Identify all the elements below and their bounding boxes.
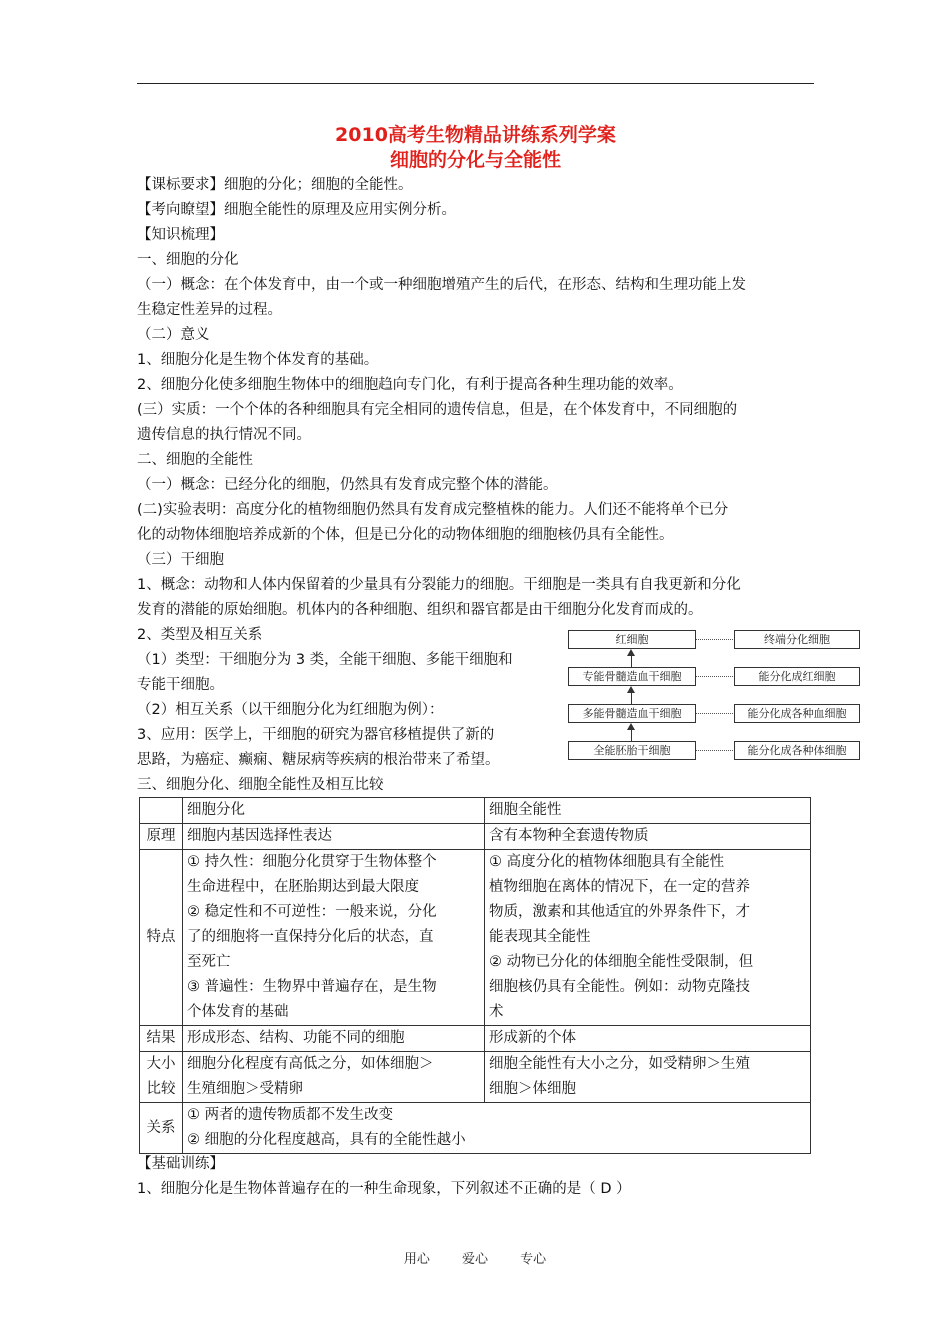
comparison-table <box>139 797 811 1154</box>
cell-text: 术 <box>489 1004 504 1020</box>
text-line: (二)实验表明：高度分化的植物细胞仍然具有发育成完整植株的能力。人们还不能将单个已分 <box>137 502 729 518</box>
section-heading: 二、细胞的全能性 <box>137 452 253 468</box>
text-line: 2、类型及相互关系 <box>137 627 263 643</box>
text-line: 专能干细胞。 <box>137 677 224 693</box>
cell-text: 能表现其全能性 <box>489 929 591 945</box>
cell-text: 植物细胞在离体的情况下，在一定的营养 <box>489 879 750 895</box>
cell-text: ② 动物已分化的体细胞全能性受限制，但 <box>489 954 754 970</box>
table-row <box>140 1052 811 1103</box>
cell-text: ① 两者的遗传物质都不发生改变 <box>187 1107 394 1123</box>
diagram-dotted-connector <box>696 750 733 751</box>
text-line: （一）概念：在个体发育中，由一个或一种细胞增殖产生的后代，在形态、结构和生理功能上发 <box>137 277 746 293</box>
diagram-dotted-connector <box>696 713 733 714</box>
cell-text: 生命进程中，在胚胎期达到最大限度 <box>187 879 419 895</box>
table-row <box>140 850 811 1026</box>
diagram-node-multipotent: 多能骨髓造血干细胞 <box>568 704 696 723</box>
table-row <box>140 824 811 850</box>
diagram-note-terminal: 终端分化细胞 <box>734 630 860 649</box>
cell-text: 了的细胞将一直保持分化后的状态，直 <box>187 929 434 945</box>
text-line: 1、概念：动物和人体内保留着的少量具有分裂能力的细胞。干细胞是一类具有自我更新和分化 <box>137 577 741 593</box>
row-label: 原理 <box>140 824 183 850</box>
section-heading: 三、细胞分化、细胞全能性及相互比较 <box>137 777 384 793</box>
table-cell <box>183 1052 485 1103</box>
table-cell <box>485 1052 811 1103</box>
text-line: 【考向瞭望】细胞全能性的原理及应用实例分析。 <box>137 202 456 218</box>
text-line: 发育的潜能的原始细胞。机体内的各种细胞、组织和器官都是由干细胞分化发育而成的。 <box>137 602 703 618</box>
text-line: （一）概念：已经分化的细胞，仍然具有发育成完整个体的潜能。 <box>137 477 558 493</box>
page-footer <box>0 1248 950 1267</box>
table-cell <box>485 850 811 1026</box>
cell-text: ① 持久性：细胞分化贯穿于生物体整个 <box>187 854 437 870</box>
diagram-node-totipotent: 全能胚胎干细胞 <box>568 741 696 760</box>
table-row <box>140 1026 811 1052</box>
diagram-arrow-line <box>631 692 632 704</box>
section-heading: 一、细胞的分化 <box>137 252 239 268</box>
header-rule <box>137 83 814 84</box>
row-label <box>140 1052 183 1103</box>
cell-text: 物质，激素和其他适宜的外界条件下，才 <box>489 904 750 920</box>
cell-text: 个体发育的基础 <box>187 1004 289 1020</box>
diagram-node-red-cell: 红细胞 <box>568 630 696 649</box>
text-line: 遗传信息的执行情况不同。 <box>137 427 311 443</box>
row-label-text: 比较 <box>146 1081 176 1097</box>
text-line: 3、应用：医学上，干细胞的研究为器官移植提供了新的 <box>137 727 495 743</box>
table-cell: 细胞内基因选择性表达 <box>183 824 485 850</box>
text-line: 生稳定性差异的过程。 <box>137 302 282 318</box>
text-line: （二）意义 <box>137 327 210 343</box>
text-line: 【课标要求】细胞的分化；细胞的全能性。 <box>137 177 413 193</box>
cell-text: ② 稳定性和不可逆性：一般来说，分化 <box>187 904 437 920</box>
table-header-cell: 细胞分化 <box>183 798 485 824</box>
diagram-node-unipotent: 专能骨髓造血干细胞 <box>568 667 696 686</box>
diagram-dotted-connector <box>696 639 733 640</box>
diagram-arrow-line <box>631 729 632 741</box>
table-cell <box>183 850 485 1026</box>
question-text: 1、细胞分化是生物体普遍存在的一种生命现象，下列叙述不正确的是（ D ） <box>137 1181 631 1197</box>
diagram-note-red: 能分化成红细胞 <box>734 667 860 686</box>
text-line: 化的动物体细胞培养成新的个体，但是已分化的动物体细胞的细胞核仍具有全能性。 <box>137 527 674 543</box>
cell-text: ① 高度分化的植物体细胞具有全能性 <box>489 854 725 870</box>
cell-text: ③ 普遍性：生物界中普遍存在，是生物 <box>187 979 437 995</box>
cell-text: 细胞全能性有大小之分，如受精卵＞生殖 <box>489 1056 750 1072</box>
diagram-note-body: 能分化成各种体细胞 <box>734 741 860 760</box>
text-line: 1、细胞分化是生物个体发育的基础。 <box>137 352 379 368</box>
document-title: 2010高考生物精品讲练系列学案 <box>335 124 616 146</box>
table-header-cell: 细胞全能性 <box>485 798 811 824</box>
row-label: 结果 <box>140 1026 183 1052</box>
row-label: 关系 <box>140 1103 183 1154</box>
document-subtitle: 细胞的分化与全能性 <box>389 149 561 171</box>
text-line: （2）相互关系（以干细胞分化为红细胞为例）： <box>137 702 444 718</box>
diagram-dotted-connector <box>696 676 733 677</box>
table-cell: 形成形态、结构、功能不同的细胞 <box>183 1026 485 1052</box>
text-line: 2、细胞分化使多细胞生物体中的细胞趋向专门化，有利于提高各种生理功能的效率。 <box>137 377 683 393</box>
text-line: 【知识梳理】 <box>137 227 224 243</box>
arrow-up-icon <box>627 686 635 693</box>
footer-text: 用心 <box>403 1252 430 1267</box>
section-heading: 【基础训练】 <box>137 1156 224 1172</box>
diagram-note-blood: 能分化成各种血细胞 <box>734 704 860 723</box>
cell-text: 细胞分化程度有高低之分，如体细胞＞ <box>187 1056 434 1072</box>
text-line: （三）干细胞 <box>137 552 224 568</box>
text-line: （1）类型：干细胞分为 3 类，全能干细胞、多能干细胞和 <box>137 652 513 668</box>
cell-text: 至死亡 <box>187 954 231 970</box>
diagram-arrow-line <box>631 655 632 667</box>
footer-text: 专心 <box>520 1252 547 1267</box>
cell-text: 细胞核仍具有全能性。例如：动物克隆技 <box>489 979 750 995</box>
table-cell <box>183 1103 811 1154</box>
cell-text: ② 细胞的分化程度越高，具有的全能性越小 <box>187 1132 466 1148</box>
row-label: 特点 <box>140 850 183 1026</box>
text-line: 思路，为癌症、癫痫、糖尿病等疾病的根治带来了希望。 <box>137 752 500 768</box>
cell-text: 生殖细胞＞受精卵 <box>187 1081 303 1097</box>
table-cell: 含有本物种全套遗传物质 <box>485 824 811 850</box>
table-row <box>140 798 811 824</box>
table-header-cell <box>140 798 183 824</box>
text-line: (三）实质：一个个体的各种细胞具有完全相同的遗传信息，但是，在个体发育中，不同细胞的 <box>137 402 738 418</box>
arrow-up-icon <box>627 649 635 656</box>
footer-text: 爱心 <box>461 1252 488 1267</box>
cell-text: 细胞＞体细胞 <box>489 1081 576 1097</box>
table-cell: 形成新的个体 <box>485 1026 811 1052</box>
table-row <box>140 1103 811 1154</box>
row-label-text: 大小 <box>146 1056 176 1072</box>
arrow-up-icon <box>627 723 635 730</box>
